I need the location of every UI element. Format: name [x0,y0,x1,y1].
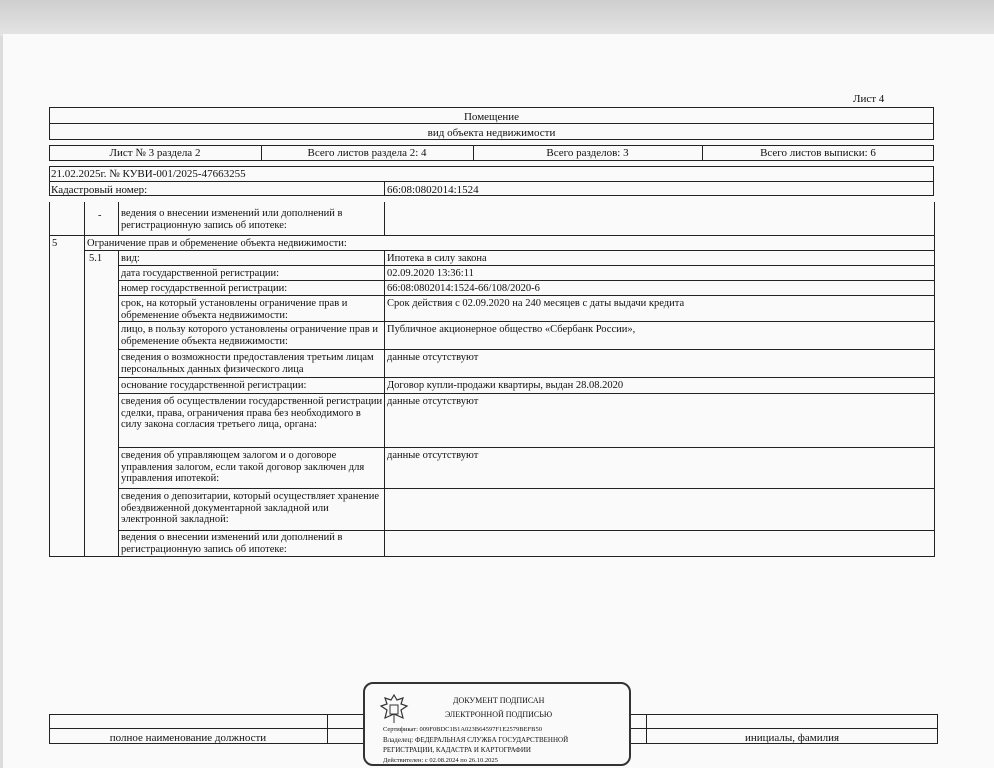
personal-data-value: данные отсутствуют [387,352,479,363]
basis-value: Договор купли-продажи квартиры, выдан 28.08.2020 [387,380,624,391]
term-label: срок, на который установлены ограничение прав и обременение объекта недвижимости: [121,298,348,321]
changes-label: ведения о внесении изменений или дополнений в регистрационную запись об ипотеке: [121,532,343,555]
divider [118,265,935,266]
row-dash: - [98,210,102,221]
stamp-validity: Действителен: с 02.08.2024 по 26.10.2025 [383,757,498,764]
stamp-certificate: Сертификат: 009F0BDC1B1A023B64597F1E2579BEFB50 [383,726,542,733]
total-sheets-section: Всего листов раздела 2: 4 [307,147,427,159]
divider [118,488,935,489]
term-value: Срок действия с 02.09.2020 на 240 месяцев с даты выдачи кредита [387,298,685,309]
date-number: 21.02.2025г. № КУВИ-001/2025-47663255 [51,168,246,180]
divider [49,123,934,124]
section-label: Ограничение прав и обременение объекта недвижимости: [87,238,347,249]
cadastral-label: Кадастровый номер: [51,184,148,196]
object-type: вид объекта недвижимости [427,127,556,139]
date-label: дата государственной регистрации: [121,268,280,279]
position-caption: полное наименование должности [109,732,267,744]
divider [118,393,935,394]
cadastral-value: 66:08:0802014:1524 [387,184,479,196]
regnum-label: номер государственной регистрации: [121,283,288,294]
divider [384,181,385,196]
divider [49,202,50,556]
person-label: лицо, в пользу которого установлены ограничение прав и обременение объекта недвижимости: [121,324,378,347]
divider [118,321,935,322]
total-sheets-extract: Всего листов выписки: 6 [760,147,876,159]
divider [49,181,934,182]
divider [384,202,385,235]
divider [118,202,119,235]
depository-label: сведения о депозитарии, который осуществляет хранение обездвиженной документарной закладной или электронной закладной: [121,491,379,525]
section-number: 5 [52,238,58,249]
vid-label: вид: [121,253,140,264]
date-value: 02.09.2020 13:36:11 [387,268,474,279]
changes-label-top: ведения о внесении изменений или дополнений в регистрационную запись об ипотеке: [121,208,343,231]
divider [118,295,935,296]
regnum-value: 66:08:0802014:1524-66/108/2020-6 [387,283,540,294]
divider [934,202,935,556]
divider [118,250,119,556]
manager-label: сведения об управляющем залогом и о договоре управления залогом, если такой договор заключен для управления ипотекой: [121,450,365,484]
personal-data-label: сведения о возможности предоставления третьим лицам персональных данных физического лица [121,352,374,375]
basis-label: основание государственной регистрации: [121,380,307,391]
divider [384,250,385,556]
divider [49,235,934,236]
divider [118,349,935,350]
divider [118,280,935,281]
sheet-number: Лист 4 [853,93,885,105]
divider [84,202,85,556]
consent-label: сведения об осуществлении государственной регистрации сделки, права, ограничения права без необходимого в силу закона согласия третьего лица, органа: [121,396,383,430]
stamp-owner-1: Владелец: ФЕДЕРАЛЬНАЯ СЛУЖБА ГОСУДАРСТВЕННОЙ [383,736,569,744]
subsection-number: 5.1 [89,253,103,264]
divider [327,714,328,744]
vid-value: Ипотека в силу закона [387,253,487,264]
signature-stamp [363,682,631,766]
initials-caption: инициалы, фамилия [744,732,840,744]
divider [84,250,935,251]
total-sections: Всего разделов: 3 [546,147,629,159]
stamp-owner-2: РЕГИСТРАЦИИ, КАДАСТРА И КАРТОГРАФИИ [383,746,531,754]
object-name: Помещение [463,111,520,123]
manager-value: данные отсутствуют [387,450,479,461]
stamp-title-2: ЭЛЕКТРОННОЙ ПОДПИСЬЮ [445,710,553,719]
stamp-title-1: ДОКУМЕНТ ПОДПИСАН [453,696,545,705]
scan-background [0,0,994,36]
emblem-icon [379,692,409,726]
person-value: Публичное акционерное общество «Сбербанк России», [387,324,636,335]
divider [118,530,935,531]
sheet-section: Лист № 3 раздела 2 [109,147,201,159]
divider [118,447,935,448]
consent-value: данные отсутствуют [387,396,479,407]
divider [118,377,935,378]
divider [49,556,935,557]
